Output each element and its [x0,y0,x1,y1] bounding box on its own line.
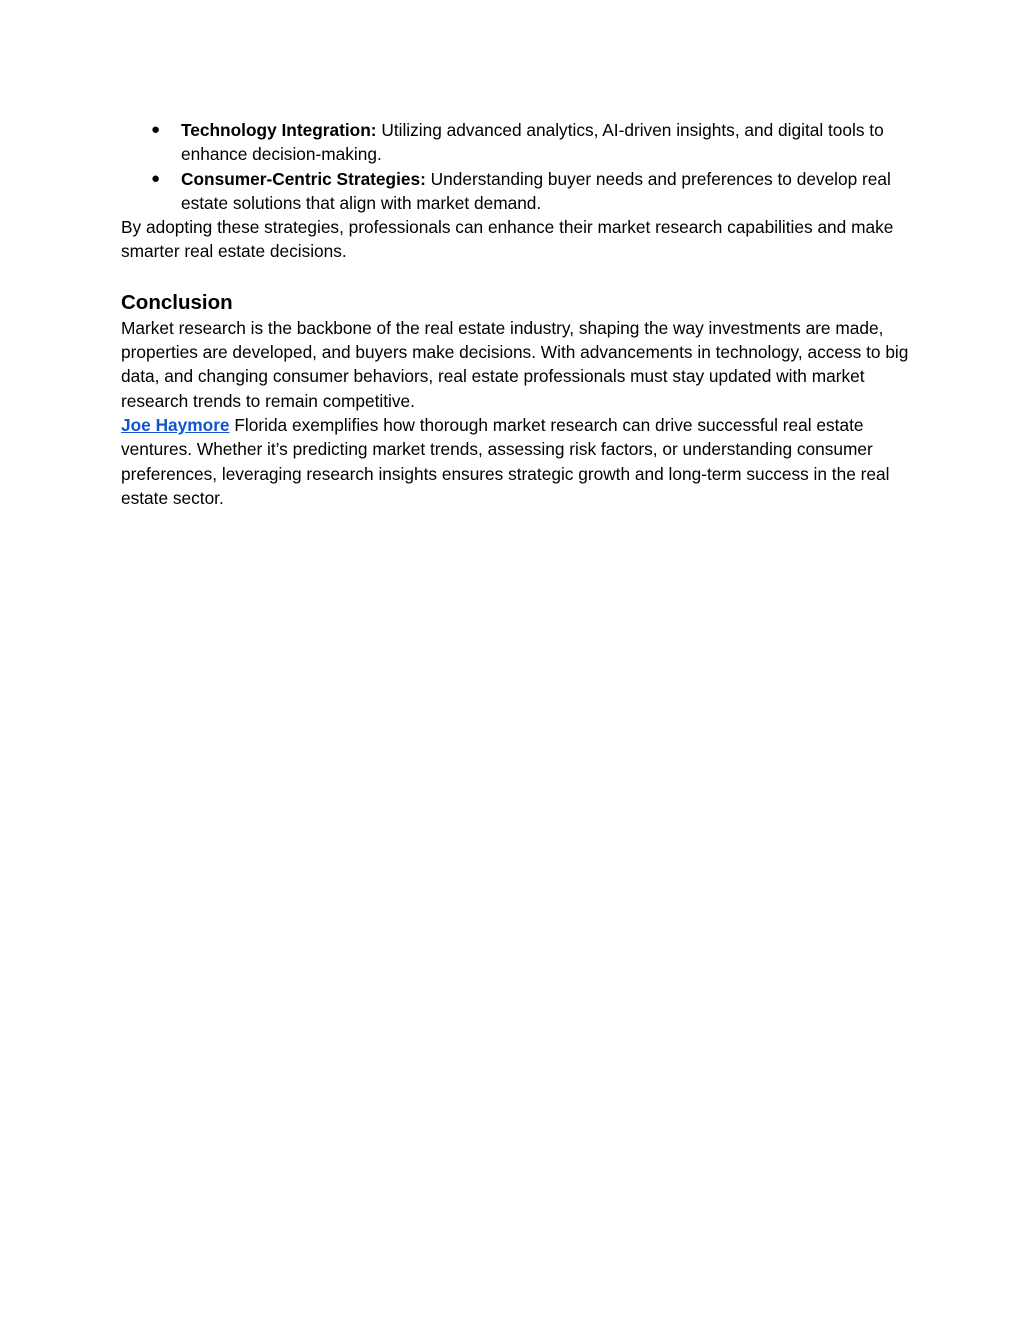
list-item [121,167,911,216]
bullet-icon: ● [151,121,161,138]
conclusion-heading: Conclusion [121,290,233,314]
strategies-paragraph: By adopting these strategies, professionals can enhance their market research capabilities and make smarter real estate decisions. [121,217,894,262]
final-paragraph-text: Florida exemplifies how thorough market research can drive successful real estate ventures. Whether it’s predicting market trends, assessing risk factors, or understanding consumer preferences, leveraging research insights ensures strategic growth and long-term success in the real estate sector. [121,414,890,508]
conclusion-paragraph: Market research is the backbone of the real estate industry, shaping the way investments are made, properties are developed, and buyers make decisions. With advancements in technology, access to big data, and changing consumer behaviors, real estate professionals must stay updated with market research trends to remain competitive. [121,317,909,411]
joe-haymore-link[interactable]: Joe Haymore [121,414,230,435]
document-page [121,118,911,510]
list-item-term: Technology Integration: [181,120,377,140]
list-item-text: Utilizing advanced analytics, AI-driven insights, and digital tools to enhance decision-making. [181,120,884,165]
list-item-text: Understanding buyer needs and preferences to develop real estate solutions that align with market demand. [181,168,891,213]
bullet-icon: ● [151,169,161,187]
list-item [121,118,911,167]
list-item-term: Consumer-Centric Strategies: [181,168,426,189]
final-paragraph [121,413,911,510]
strategies-list [121,118,911,215]
